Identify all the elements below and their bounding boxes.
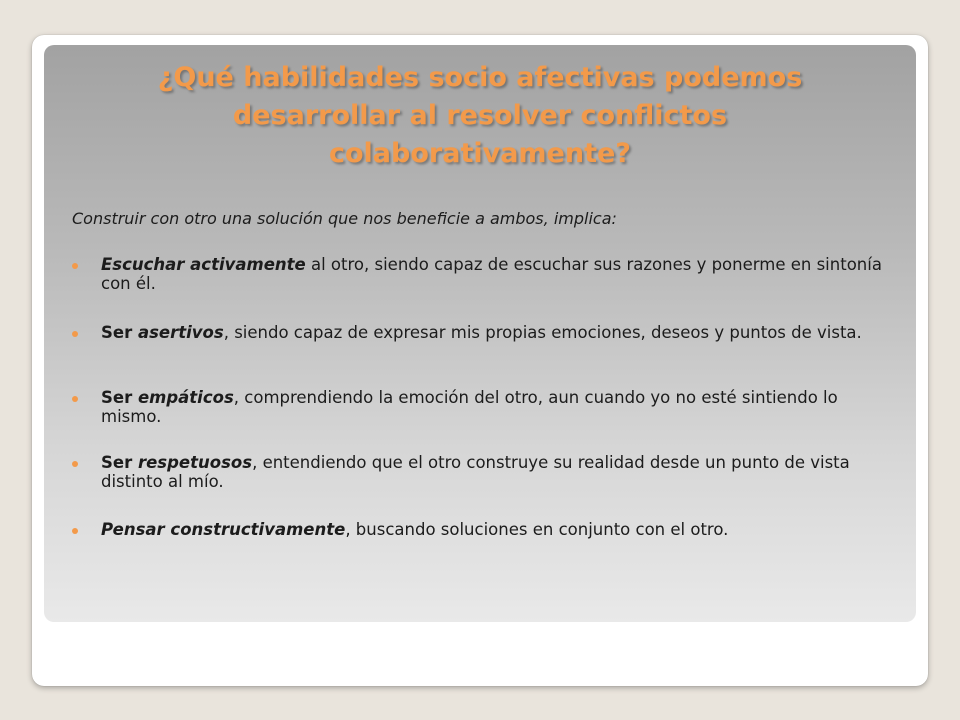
slide-title-line-2: desarrollar al resolver conflictos	[232, 100, 728, 131]
slide-title-line-1: ¿Qué habilidades socio afectivas podemos	[157, 62, 803, 93]
bullet-item-pensar	[72, 520, 892, 539]
bullet-item-respetuosos	[72, 453, 892, 491]
bullet-text	[101, 520, 892, 539]
bullet-text	[101, 323, 892, 342]
bullet-rest: al otro, siendo capaz de escuchar sus razones y ponerme en sintonía con él.	[101, 255, 882, 293]
bullet-text	[101, 453, 892, 491]
bullet-emphasis: asertivos	[137, 323, 224, 342]
bullet-dot-icon	[72, 396, 78, 402]
bullet-dot-icon	[72, 263, 78, 269]
bullet-item-escuchar	[72, 255, 892, 293]
slide-title	[0, 59, 960, 173]
bullet-lead: Ser	[101, 453, 138, 472]
bullet-rest: , buscando soluciones en conjunto con el otro.	[345, 520, 729, 539]
bullet-lead: Ser	[101, 388, 138, 407]
intro-text: Construir con otro una solución que nos beneficie a ambos, implica:	[72, 209, 617, 228]
bullet-lead: Ser	[101, 323, 138, 342]
bullet-emphasis: Escuchar activamente	[101, 255, 306, 274]
bullet-emphasis: Pensar constructivamente	[101, 520, 346, 539]
bullet-item-empaticos	[72, 388, 892, 426]
slide-title-line-3: colaborativamente?	[329, 138, 631, 169]
bullet-rest: , entendiendo que el otro construye su realidad desde un punto de vista distinto al mío.	[101, 453, 850, 491]
bullet-text	[101, 388, 892, 426]
bullet-rest: , siendo capaz de expresar mis propias emociones, deseos y puntos de vista.	[223, 323, 862, 342]
bullet-dot-icon	[72, 461, 78, 467]
bullet-emphasis: respetuosos	[137, 453, 253, 472]
bullet-rest: , comprendiendo la emoción del otro, aun cuando yo no esté sintiendo lo mismo.	[101, 388, 838, 426]
bullet-dot-icon	[72, 331, 78, 337]
bullet-emphasis: empáticos	[137, 388, 234, 407]
bullet-item-asertivos	[72, 323, 892, 342]
bullet-text	[101, 255, 892, 293]
bullet-dot-icon	[72, 528, 78, 534]
